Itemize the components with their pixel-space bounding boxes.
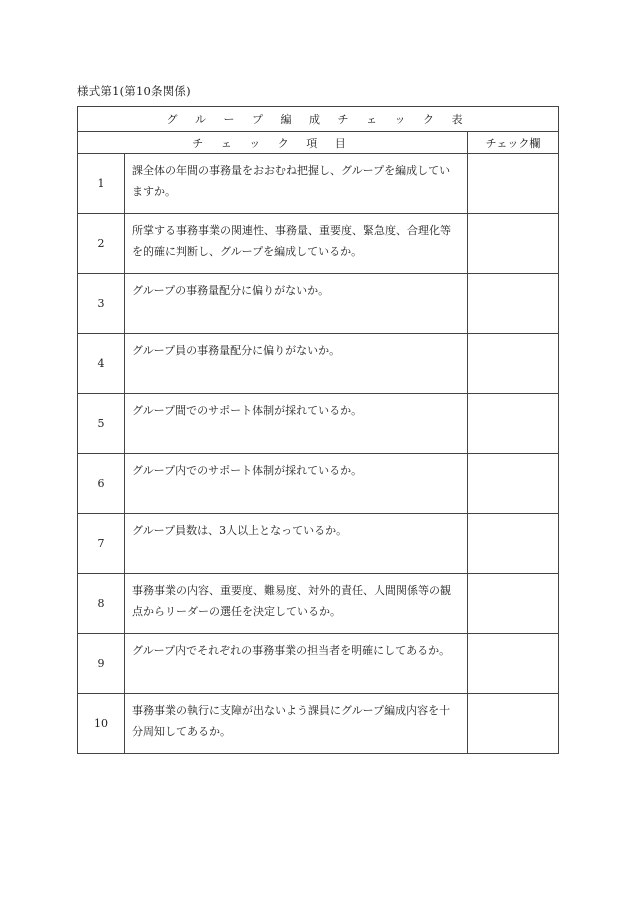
- row-number: 6: [78, 454, 125, 514]
- row-check-box[interactable]: [468, 634, 559, 694]
- table-row: [78, 394, 559, 454]
- row-check-box[interactable]: [468, 394, 559, 454]
- row-number: 3: [78, 274, 125, 334]
- row-check-item: グループ員の事務量配分に偏りがないか。: [125, 334, 468, 394]
- row-check-item: グループ内でのサポート体制が採れているか。: [125, 454, 468, 514]
- row-check-item: グループの事務量配分に偏りがないか。: [125, 274, 468, 334]
- row-check-item: グループ間でのサポート体制が採れているか。: [125, 394, 468, 454]
- row-number: 2: [78, 214, 125, 274]
- table-row: [78, 214, 559, 274]
- row-check-box[interactable]: [468, 454, 559, 514]
- table-header-row: [78, 132, 559, 154]
- row-check-box[interactable]: [468, 514, 559, 574]
- row-number: 8: [78, 574, 125, 634]
- table-row: [78, 154, 559, 214]
- table-row: [78, 334, 559, 394]
- row-number: 9: [78, 634, 125, 694]
- table-row: [78, 574, 559, 634]
- row-check-item: 事務事業の執行に支障が出ないよう課員にグループ編成内容を十分周知してあるか。: [125, 694, 468, 754]
- row-check-box[interactable]: [468, 274, 559, 334]
- row-check-item: 所掌する事務事業の関連性、事務量、重要度、緊急度、合理化等を的確に判断し、グループを編成しているか。: [125, 214, 468, 274]
- row-check-item: グループ内でそれぞれの事務事業の担当者を明確にしてあるか。: [125, 634, 468, 694]
- row-check-item: グループ員数は、3人以上となっているか。: [125, 514, 468, 574]
- row-check-box[interactable]: [468, 154, 559, 214]
- table-title-row: [78, 107, 559, 132]
- form-label: 様式第1(第10条関係): [77, 84, 191, 98]
- table-row: [78, 514, 559, 574]
- header-check-column: チェック欄: [468, 132, 559, 154]
- row-number: 7: [78, 514, 125, 574]
- row-number: 4: [78, 334, 125, 394]
- table-row: [78, 694, 559, 754]
- row-check-box[interactable]: [468, 214, 559, 274]
- row-check-item: 課全体の年間の事務量をおおむね把握し、グループを編成していますか。: [125, 154, 468, 214]
- row-number: 1: [78, 154, 125, 214]
- table-row: [78, 634, 559, 694]
- header-check-items: チ ェ ッ ク 項 目: [78, 132, 468, 154]
- row-check-item: 事務事業の内容、重要度、難易度、対外的責任、人間関係等の観点からリーダーの選任を決定しているか。: [125, 574, 468, 634]
- row-check-box[interactable]: [468, 334, 559, 394]
- table-row: [78, 274, 559, 334]
- row-check-box[interactable]: [468, 574, 559, 634]
- row-number: 10: [78, 694, 125, 754]
- table-row: [78, 454, 559, 514]
- row-check-box[interactable]: [468, 694, 559, 754]
- table-title: グ ル ー プ 編 成 チ ェ ッ ク 表: [78, 107, 559, 132]
- group-check-table: [77, 106, 559, 754]
- row-number: 5: [78, 394, 125, 454]
